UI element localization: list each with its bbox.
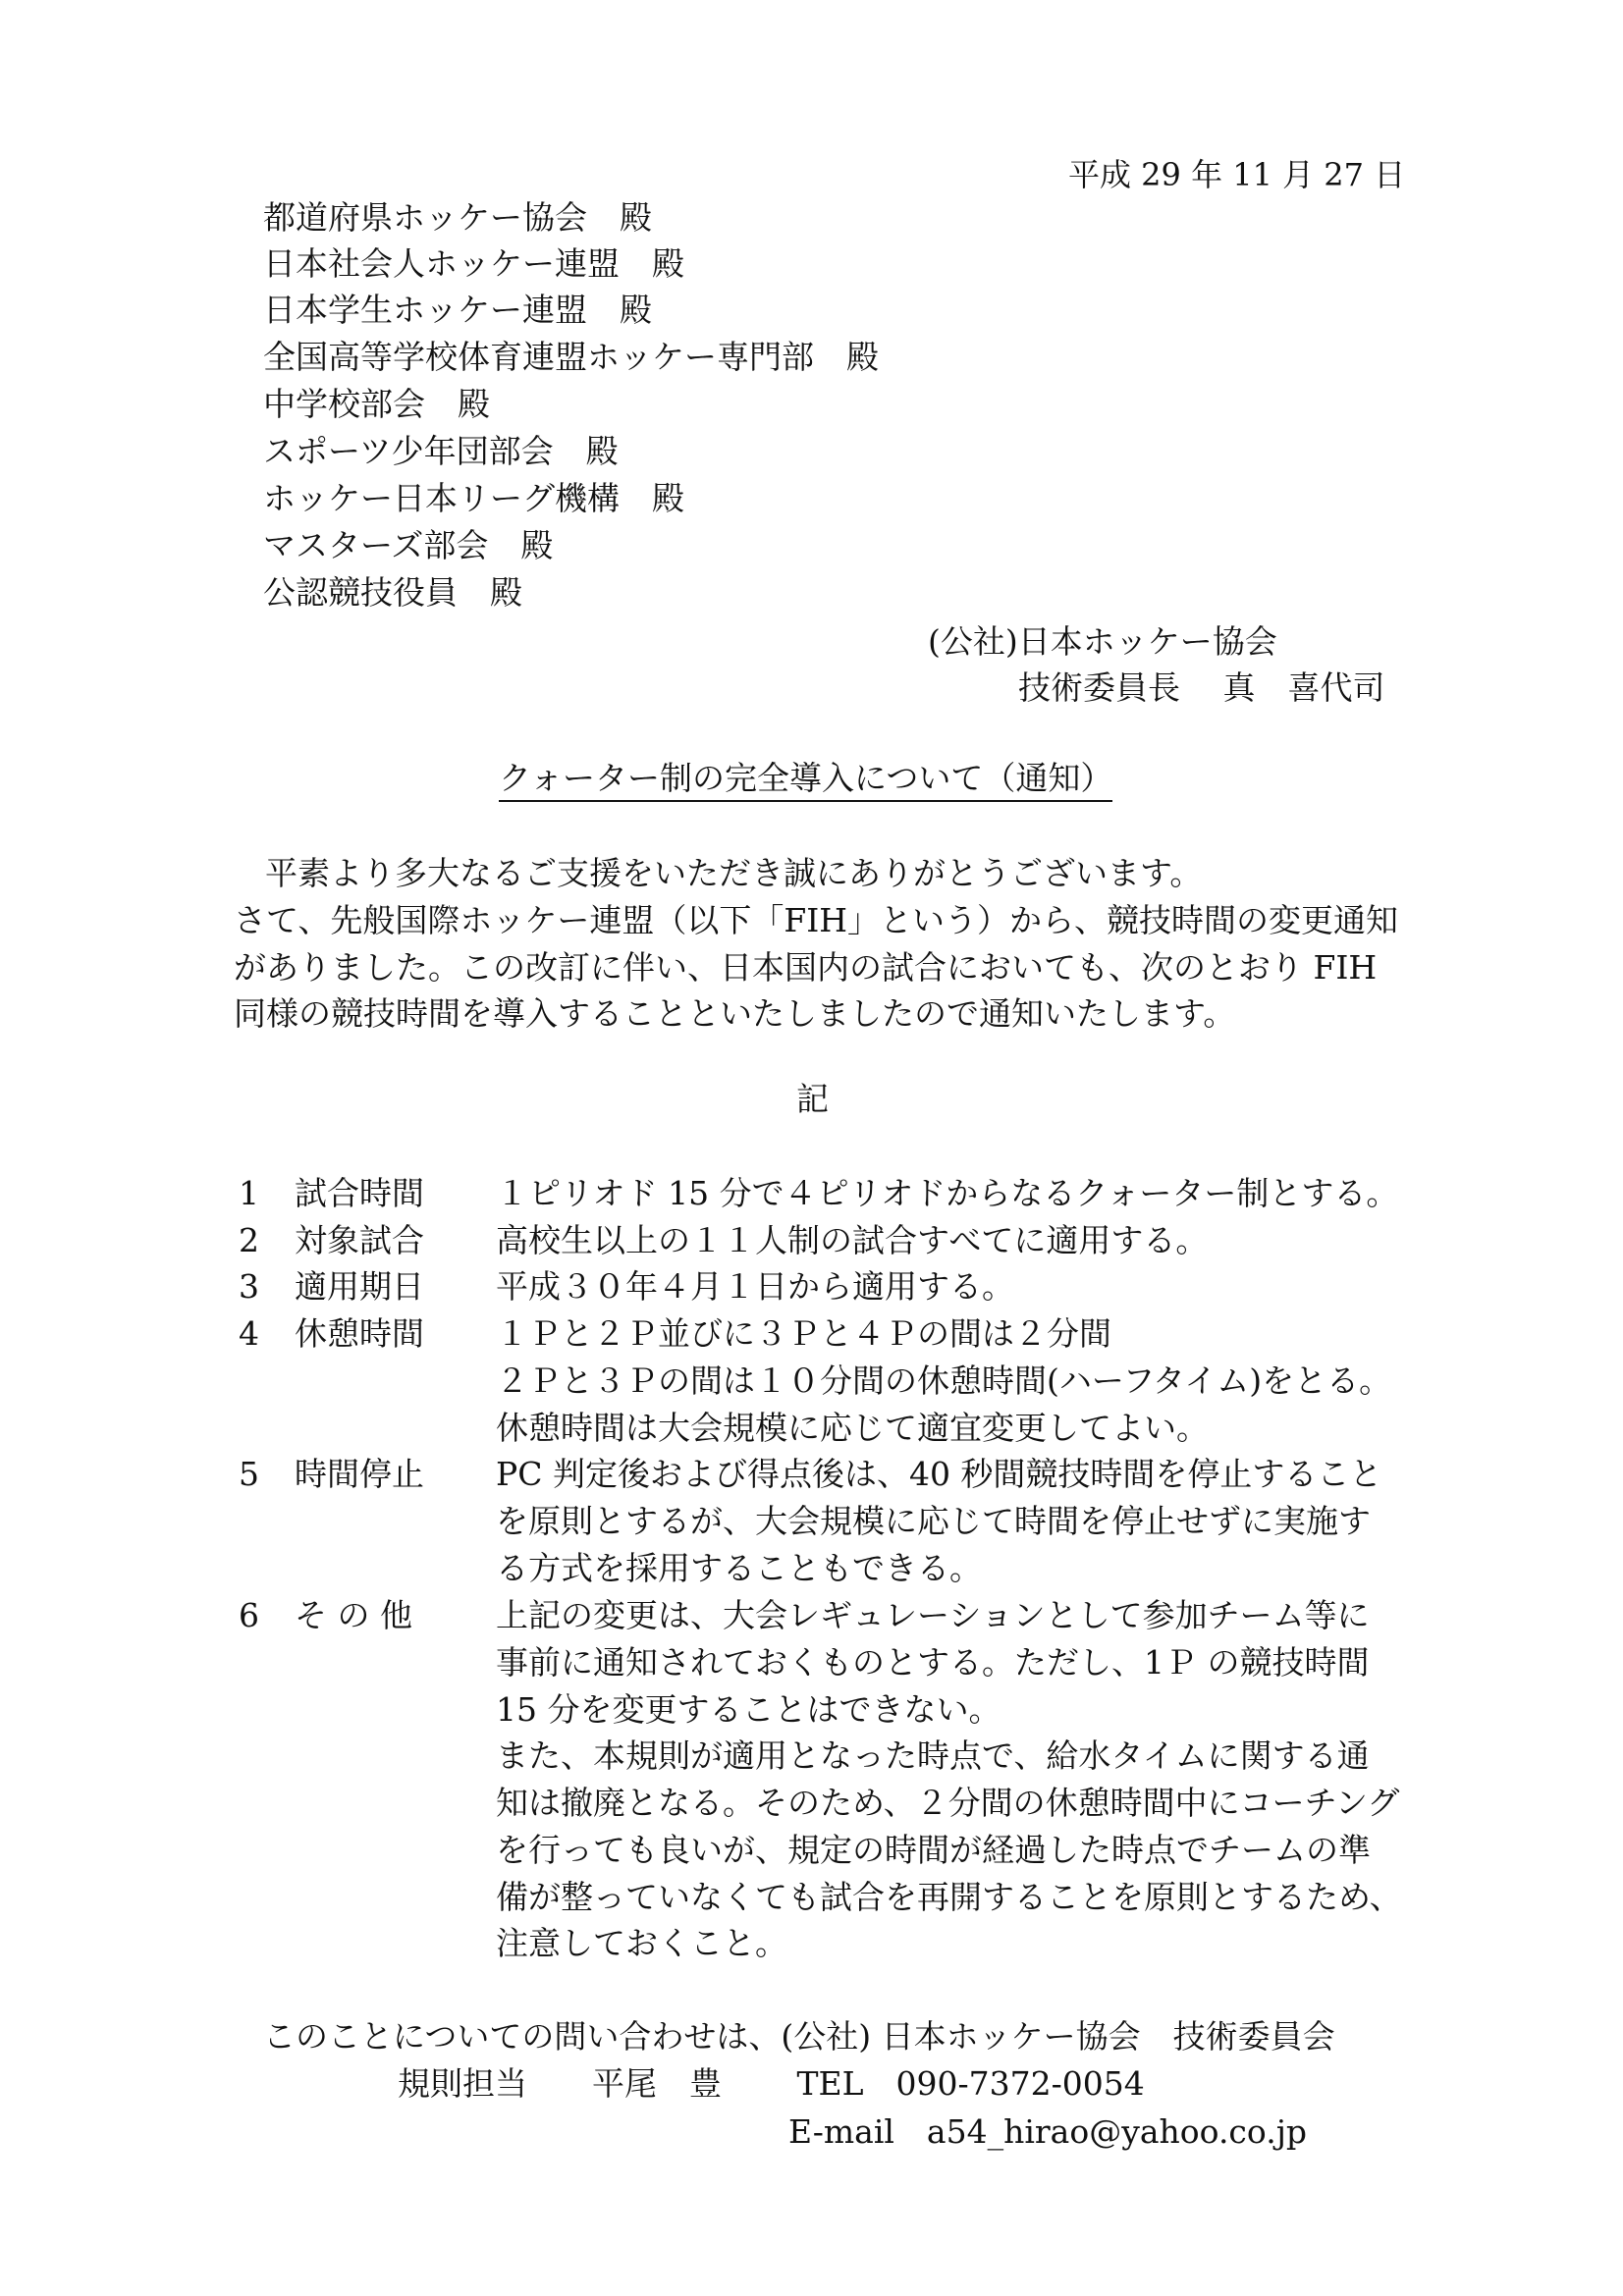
item-text: 平成３０年４月１日から適用する。: [496, 1267, 1014, 1306]
item-label: 対象試合: [295, 1221, 424, 1259]
item-number: 3: [239, 1267, 259, 1306]
body-line: さて、先般国際ホッケー連盟（以下「FIH」という）から、競技時間の変更通知: [234, 901, 1399, 939]
recipient: マスターズ部会 殿: [263, 526, 554, 564]
item-label: そ の 他: [295, 1596, 412, 1634]
item-number: 2: [239, 1221, 259, 1259]
item-text: を行っても良いが、規定の時間が経過した時点でチームの準: [496, 1831, 1371, 1869]
document-title: クォーター制の完全導入について（通知）: [499, 762, 1112, 802]
recipient: 日本学生ホッケー連盟 殿: [263, 291, 652, 329]
item-number: 4: [239, 1314, 259, 1353]
item-label: 試合時間: [295, 1174, 424, 1212]
recipient: 日本社会人ホッケー連盟 殿: [263, 244, 684, 283]
item-text: PC 判定後および得点後は、40 秒間競技時間を停止すること: [496, 1455, 1382, 1493]
recipient: 公認競技役員 殿: [263, 573, 522, 612]
recipient: 中学校部会 殿: [263, 385, 490, 423]
item-text: る方式を採用することもできる。: [496, 1549, 982, 1587]
sender-name: 技術委員長 真 喜代司: [1018, 668, 1385, 707]
item-label: 適用期日: [295, 1267, 424, 1306]
item-text: ２Ｐと３Ｐの間は１０分間の休憩時間(ハーフタイム)をとる。: [496, 1362, 1392, 1400]
body-line: 同様の競技時間を導入することといたしましたので通知いたします。: [234, 994, 1236, 1033]
item-number: 1: [239, 1174, 259, 1212]
contact-line: 規則担当 平尾 豊 TEL 090-7372-0054: [398, 2064, 1145, 2103]
item-text: 高校生以上の１１人制の試合すべてに適用する。: [496, 1221, 1209, 1259]
item-label: 時間停止: [295, 1455, 424, 1493]
item-text: 上記の変更は、大会レギュレーションとして参加チーム等に: [496, 1596, 1370, 1634]
item-number: 6: [239, 1596, 259, 1634]
document-date: 平成 29 年 11 月 27 日: [1068, 156, 1406, 193]
item-text: また、本規則が適用となった時点で、給水タイムに関する通: [496, 1736, 1370, 1775]
item-text: 15 分を変更することはできない。: [496, 1690, 1001, 1729]
item-text: 知は撤廃となる。そのため、２分間の休憩時間中にコーチング: [496, 1784, 1400, 1822]
item-number: 5: [239, 1455, 259, 1493]
item-text: 事前に通知されておくものとする。ただし、1Ｐ の競技時間: [496, 1643, 1370, 1682]
body-line: がありました。この改訂に伴い、日本国内の試合においても、次のとおり FIH: [234, 948, 1378, 987]
recipient: ホッケー日本リーグ機構 殿: [263, 479, 684, 517]
body-line: 平素より多大なるご支援をいただき誠にありがとうございます。: [265, 854, 1203, 892]
item-text: 備が整っていなくても試合を再開することを原則とするため、: [496, 1878, 1402, 1916]
record-mark: 記: [796, 1080, 829, 1118]
item-text: １ピリオド 15 分で４ピリオドからなるクォーター制とする。: [496, 1174, 1399, 1212]
item-text: 注意しておくこと。: [496, 1924, 787, 1962]
contact-line: このことについての問い合わせは、(公社) 日本ホッケー協会 技術委員会: [263, 2017, 1335, 2056]
item-label: 休憩時間: [295, 1314, 424, 1353]
recipient: スポーツ少年団部会 殿: [263, 432, 619, 470]
recipient: 都道府県ホッケー協会 殿: [263, 198, 652, 237]
contact-email: E-mail a54_hirao@yahoo.co.jp: [788, 2112, 1308, 2151]
item-text: を原則とするが、大会規模に応じて時間を停止せずに実施す: [496, 1502, 1371, 1540]
sender-organization: (公社)日本ホッケー協会: [928, 622, 1277, 661]
item-text: 休憩時間は大会規模に応じて適宜変更してよい。: [496, 1409, 1209, 1447]
item-text: １Ｐと２Ｐ並びに３Ｐと４Ｐの間は２分間: [496, 1314, 1111, 1353]
recipient: 全国高等学校体育連盟ホッケー専門部 殿: [263, 338, 879, 376]
